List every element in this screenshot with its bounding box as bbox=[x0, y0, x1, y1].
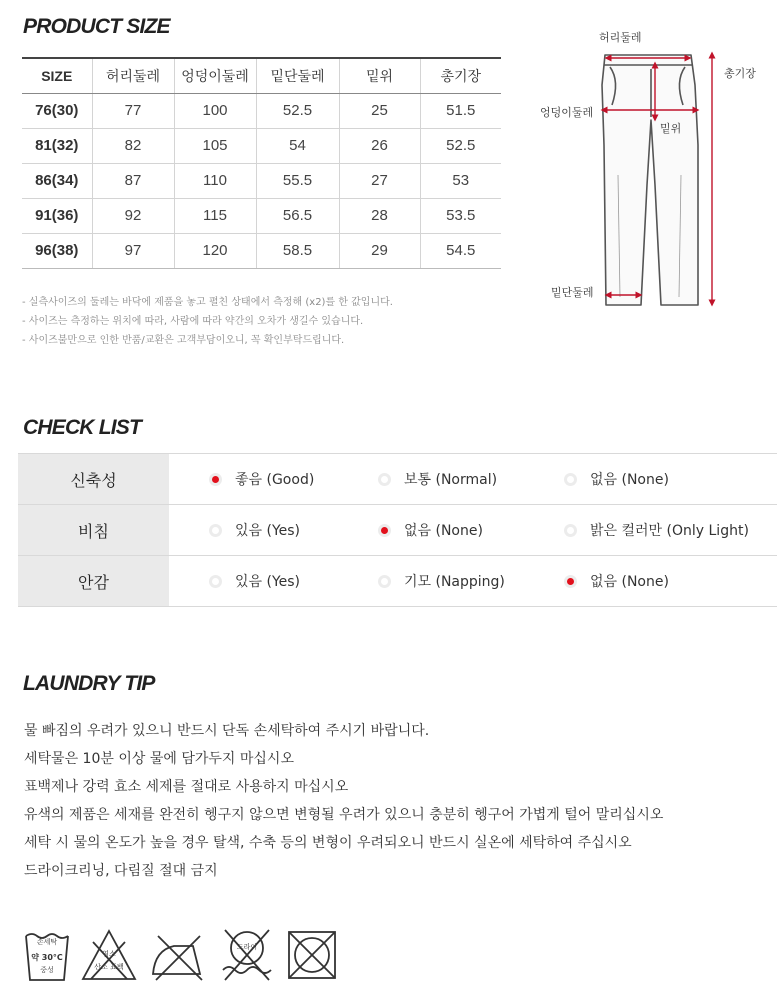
length-cell: 53 bbox=[420, 163, 501, 198]
radio-unselected-icon bbox=[209, 575, 222, 588]
hip-cell: 115 bbox=[174, 198, 256, 233]
stretch-option-none[interactable]: 없음 (None) bbox=[564, 454, 669, 504]
size-table bbox=[22, 57, 501, 269]
hip-cell: 120 bbox=[174, 233, 256, 268]
size-note: - 사이즈불만으로 인한 반품/교환은 고객부담이오니, 꼭 확인부탁드립니다. bbox=[22, 335, 345, 346]
rise-cell: 28 bbox=[339, 198, 420, 233]
header-size: SIZE bbox=[22, 58, 92, 93]
radio-selected-icon bbox=[564, 575, 577, 588]
sheer-option-only-light[interactable]: 밝은 컬러만 (Only Light) bbox=[564, 505, 749, 555]
table-row bbox=[22, 233, 501, 268]
size-notes bbox=[22, 293, 393, 350]
product-size-title: PRODUCT SIZE bbox=[23, 15, 170, 38]
size-cell: 96(38) bbox=[22, 233, 92, 268]
size-cell: 86(34) bbox=[22, 163, 92, 198]
sheer-option-none[interactable]: 없음 (None) bbox=[378, 505, 483, 555]
rise-cell: 29 bbox=[339, 233, 420, 268]
pants-measurement-diagram bbox=[538, 25, 773, 310]
radio-unselected-icon bbox=[564, 524, 577, 537]
check-row-lining bbox=[18, 556, 777, 607]
length-cell: 53.5 bbox=[420, 198, 501, 233]
hem-cell: 55.5 bbox=[256, 163, 339, 198]
check-list-title: CHECK LIST bbox=[23, 416, 142, 439]
diagram-label-rise: 밑위 bbox=[660, 122, 682, 135]
table-row bbox=[22, 128, 501, 163]
table-row bbox=[22, 93, 501, 128]
table-row bbox=[22, 198, 501, 233]
lining-option-yes[interactable]: 있음 (Yes) bbox=[209, 556, 300, 606]
header-rise: 밑위 bbox=[339, 58, 420, 93]
hem-cell: 54 bbox=[256, 128, 339, 163]
waist-cell: 82 bbox=[92, 128, 174, 163]
laundry-tip: 세탁물은 10분 이상 물에 담가두지 마십시오 bbox=[24, 751, 294, 767]
lining-option-napping[interactable]: 기모 (Napping) bbox=[378, 556, 505, 606]
header-hem: 밑단둘레 bbox=[256, 58, 339, 93]
laundry-tip: 유색의 제품은 세재를 완전히 헹구지 않으면 변형될 우려가 있으니 충분히 헹구어 가볍게 털어 말리십시오 bbox=[24, 807, 664, 823]
no-iron-icon bbox=[150, 928, 206, 982]
hip-cell: 100 bbox=[174, 93, 256, 128]
laundry-tip: 표백제나 강력 효소 세제를 절대로 사용하지 마십시오 bbox=[24, 779, 349, 795]
waist-cell: 92 bbox=[92, 198, 174, 233]
laundry-tip: 물 빠짐의 우려가 있으니 반드시 단독 손세탁하여 주시기 바랍니다. bbox=[24, 723, 430, 739]
size-cell: 81(32) bbox=[22, 128, 92, 163]
check-row-stretch bbox=[18, 453, 777, 505]
size-cell: 76(30) bbox=[22, 93, 92, 128]
diagram-label-hem: 밑단둘레 bbox=[551, 286, 594, 299]
no-dry-clean-icon: 드라이 bbox=[219, 928, 275, 982]
diagram-label-waist: 허리둘레 bbox=[599, 31, 642, 44]
waist-cell: 77 bbox=[92, 93, 174, 128]
radio-selected-icon bbox=[378, 524, 391, 537]
length-cell: 52.5 bbox=[420, 128, 501, 163]
size-note: - 실측사이즈의 둘레는 바닥에 제품을 놓고 펼친 상태에서 측정해 (x2)를 한 값입니다. bbox=[22, 297, 393, 308]
size-cell: 91(36) bbox=[22, 198, 92, 233]
check-row-label: 안감 bbox=[18, 556, 169, 606]
radio-unselected-icon bbox=[378, 473, 391, 486]
diagram-label-hip: 엉덩이둘레 bbox=[540, 106, 594, 119]
radio-unselected-icon bbox=[378, 575, 391, 588]
rise-cell: 25 bbox=[339, 93, 420, 128]
radio-unselected-icon bbox=[564, 473, 577, 486]
rise-cell: 27 bbox=[339, 163, 420, 198]
hem-cell: 58.5 bbox=[256, 233, 339, 268]
no-bleach-icon: 염소 산소 표백 bbox=[81, 928, 137, 982]
check-list-table bbox=[18, 453, 777, 607]
check-row-sheer bbox=[18, 505, 777, 556]
header-length: 총기장 bbox=[420, 58, 501, 93]
header-hip: 엉덩이둘레 bbox=[174, 58, 256, 93]
laundry-tip-title: LAUNDRY TIP bbox=[23, 672, 155, 695]
waist-cell: 97 bbox=[92, 233, 174, 268]
radio-unselected-icon bbox=[209, 524, 222, 537]
stretch-option-normal[interactable]: 보통 (Normal) bbox=[378, 454, 497, 504]
hand-wash-icon: 손세탁 약 30°C 중성 bbox=[24, 928, 70, 982]
no-tumble-dry-icon bbox=[286, 928, 338, 982]
laundry-tips bbox=[24, 717, 663, 885]
check-row-label: 비침 bbox=[18, 505, 169, 555]
care-symbols bbox=[24, 928, 354, 984]
hip-cell: 105 bbox=[174, 128, 256, 163]
check-row-label: 신축성 bbox=[18, 454, 169, 504]
hem-cell: 52.5 bbox=[256, 93, 339, 128]
laundry-tip: 드라이크리닝, 다림질 절대 금지 bbox=[24, 863, 218, 879]
sheer-option-yes[interactable]: 있음 (Yes) bbox=[209, 505, 300, 555]
stretch-option-good[interactable]: 좋음 (Good) bbox=[209, 454, 314, 504]
radio-selected-icon bbox=[209, 473, 222, 486]
length-cell: 54.5 bbox=[420, 233, 501, 268]
hem-cell: 56.5 bbox=[256, 198, 339, 233]
length-cell: 51.5 bbox=[420, 93, 501, 128]
laundry-tip: 세탁 시 물의 온도가 높을 경우 탈색, 수축 등의 변형이 우려되오니 반드시 실온에 세탁하여 주십시오 bbox=[24, 835, 632, 851]
size-table-header bbox=[22, 58, 501, 93]
size-note: - 사이즈는 측정하는 위치에 따라, 사람에 따라 약간의 오차가 생길수 있습니다. bbox=[22, 316, 364, 327]
hip-cell: 110 bbox=[174, 163, 256, 198]
table-row bbox=[22, 163, 501, 198]
diagram-label-length: 총기장 bbox=[724, 67, 756, 80]
header-waist: 허리둘레 bbox=[92, 58, 174, 93]
lining-option-none[interactable]: 없음 (None) bbox=[564, 556, 669, 606]
waist-cell: 87 bbox=[92, 163, 174, 198]
rise-cell: 26 bbox=[339, 128, 420, 163]
